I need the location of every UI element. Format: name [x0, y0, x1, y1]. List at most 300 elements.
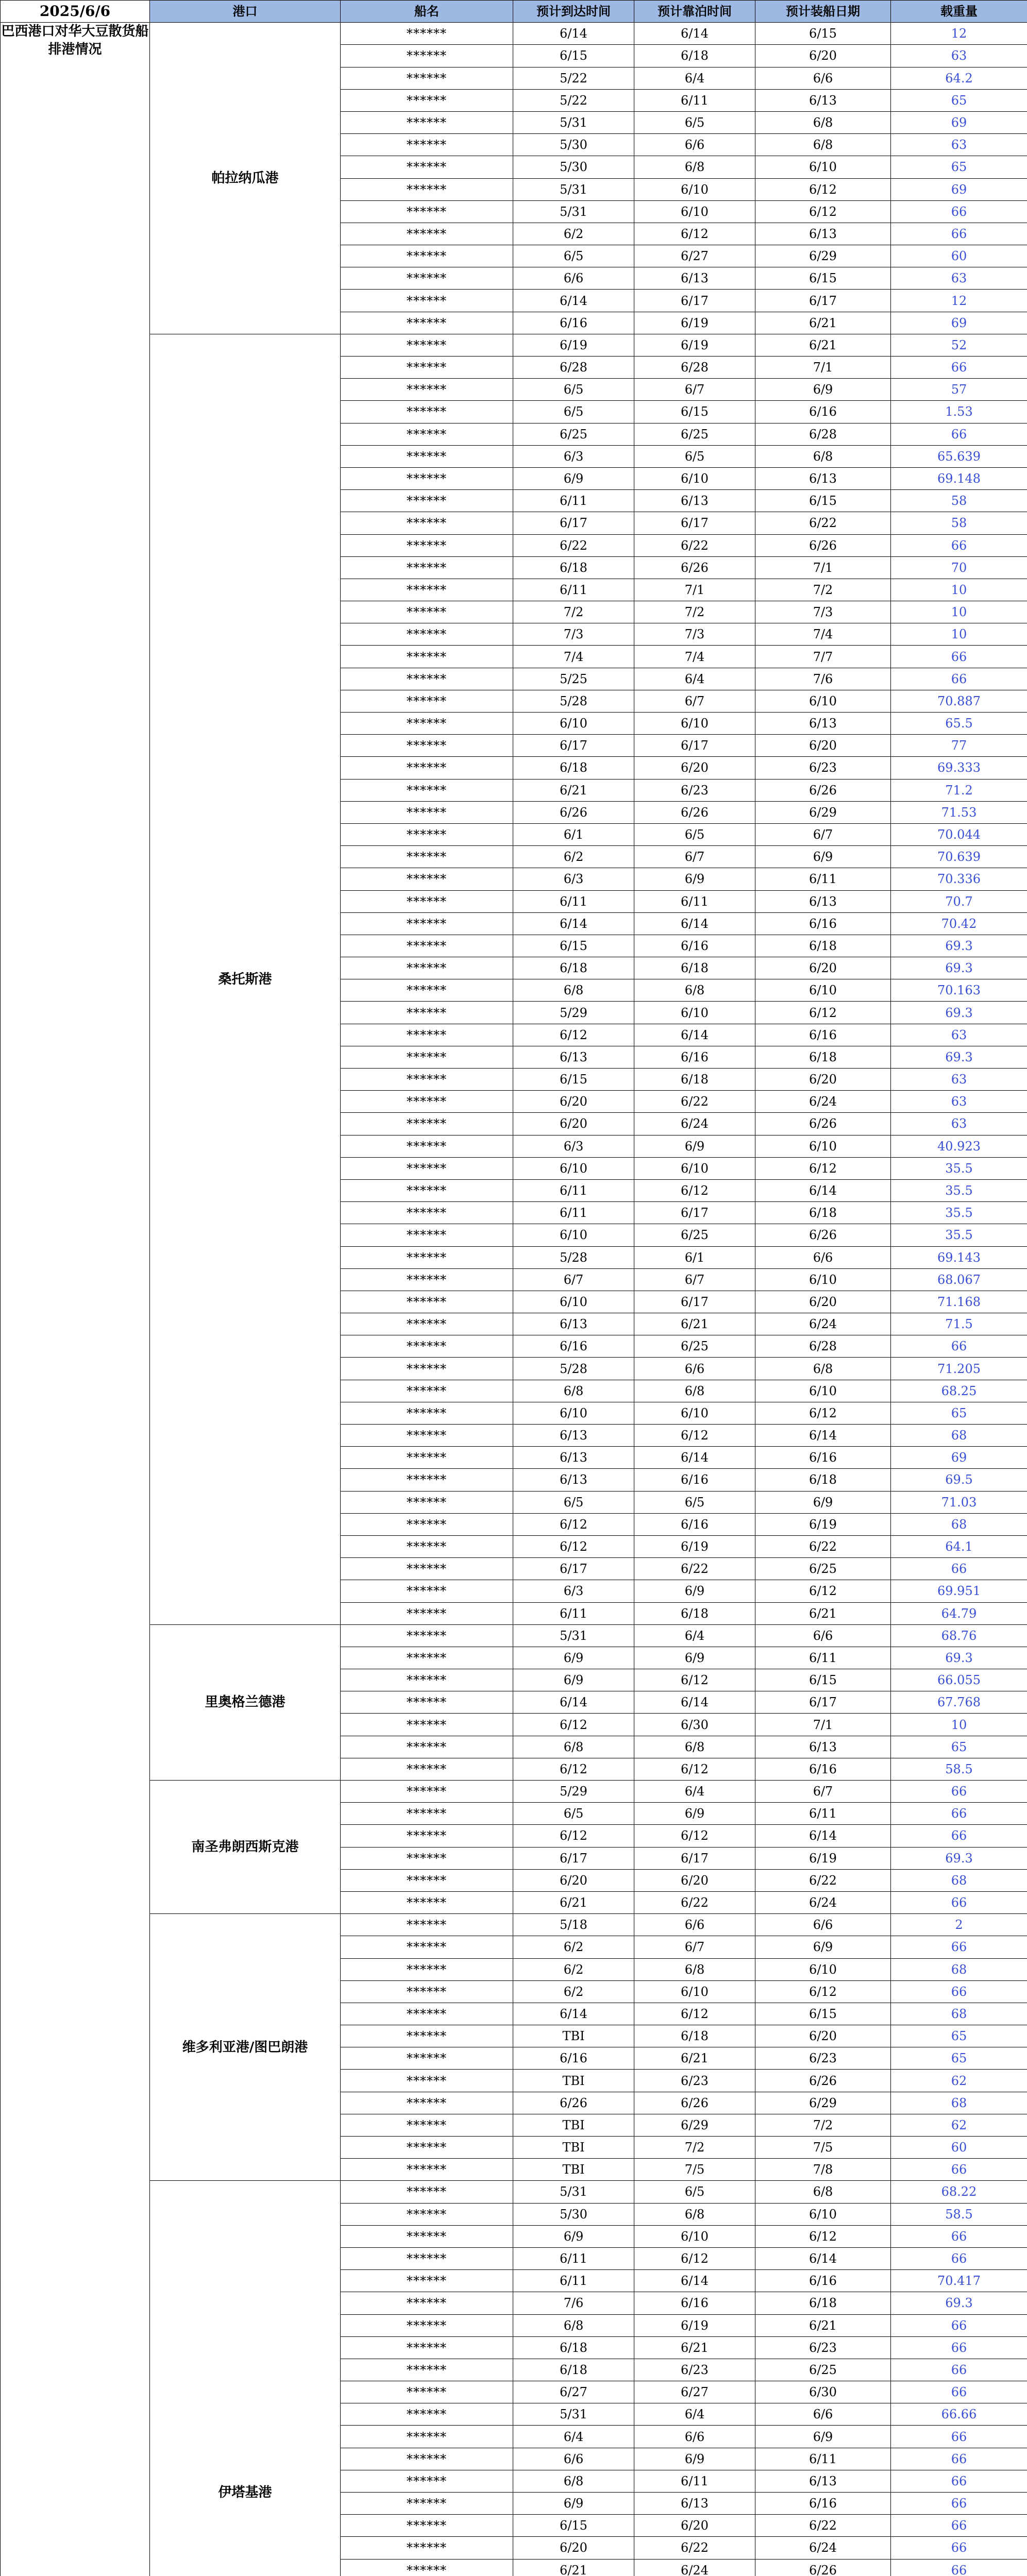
- tonnage: 66: [891, 2448, 1027, 2470]
- ship-name: ******: [341, 1091, 513, 1113]
- eta: 6/16: [513, 1335, 634, 1358]
- ship-name: ******: [341, 200, 513, 223]
- eta: 5/29: [513, 1002, 634, 1024]
- berthing-date: 6/18: [634, 45, 755, 67]
- ship-name: ******: [341, 2336, 513, 2359]
- loading-date: 6/8: [755, 2181, 891, 2203]
- loading-date: 6/10: [755, 979, 891, 1002]
- tonnage: 65: [891, 1402, 1027, 1424]
- eta: 5/28: [513, 1246, 634, 1268]
- berthing-date: 6/24: [634, 2559, 755, 2576]
- eta: 6/4: [513, 2426, 634, 2448]
- loading-date: 6/8: [755, 134, 891, 156]
- ship-name: ******: [341, 1246, 513, 1268]
- loading-date: 6/16: [755, 912, 891, 935]
- eta: 6/15: [513, 935, 634, 957]
- tonnage: 63: [891, 1024, 1027, 1046]
- loading-date: 6/28: [755, 423, 891, 445]
- header-tonnage: 载重量: [891, 1, 1027, 23]
- loading-date: 6/22: [755, 1869, 891, 1891]
- tonnage: 63: [891, 1069, 1027, 1091]
- loading-date: 6/26: [755, 2559, 891, 2576]
- ship-name: ******: [341, 779, 513, 801]
- berthing-date: 6/12: [634, 1669, 755, 1691]
- berthing-date: 6/17: [634, 512, 755, 534]
- ship-name: ******: [341, 623, 513, 646]
- loading-date: 6/16: [755, 2493, 891, 2515]
- loading-date: 7/4: [755, 623, 891, 646]
- tonnage: 58: [891, 490, 1027, 512]
- eta: 6/18: [513, 2336, 634, 2359]
- ship-name: ******: [341, 1358, 513, 1380]
- ship-name: ******: [341, 912, 513, 935]
- eta: 6/17: [513, 512, 634, 534]
- eta: 6/14: [513, 1691, 634, 1714]
- loading-date: 7/3: [755, 601, 891, 623]
- eta: 6/13: [513, 1313, 634, 1335]
- eta: 5/31: [513, 200, 634, 223]
- berthing-date: 6/13: [634, 2493, 755, 2515]
- berthing-date: 6/9: [634, 1135, 755, 1157]
- eta: 6/10: [513, 1402, 634, 1424]
- ship-name: ******: [341, 1714, 513, 1736]
- eta: 6/16: [513, 2047, 634, 2070]
- berthing-date: 6/5: [634, 2181, 755, 2203]
- berthing-date: 6/20: [634, 2515, 755, 2537]
- port-name: 维多利亚港/图巴朗港: [150, 1914, 341, 2181]
- berthing-date: 6/23: [634, 779, 755, 801]
- tonnage: 66: [891, 2336, 1027, 2359]
- eta: 6/9: [513, 467, 634, 489]
- ship-name: ******: [341, 668, 513, 690]
- loading-date: 6/10: [755, 1135, 891, 1157]
- berthing-date: 6/26: [634, 2092, 755, 2114]
- ship-name: ******: [341, 2070, 513, 2092]
- eta: 6/7: [513, 1268, 634, 1291]
- berthing-date: 6/10: [634, 713, 755, 735]
- ship-name: ******: [341, 2537, 513, 2559]
- eta: 5/31: [513, 2181, 634, 2203]
- tonnage: 63: [891, 267, 1027, 290]
- eta: 6/11: [513, 2270, 634, 2292]
- loading-date: 7/8: [755, 2159, 891, 2181]
- ship-name: ******: [341, 2137, 513, 2159]
- ship-name: ******: [341, 1069, 513, 1091]
- tonnage: 69: [891, 178, 1027, 200]
- loading-date: 6/24: [755, 1313, 891, 1335]
- tonnage: 65: [891, 2025, 1027, 2047]
- loading-date: 6/18: [755, 935, 891, 957]
- tonnage: 69: [891, 1447, 1027, 1469]
- ship-name: ******: [341, 1736, 513, 1758]
- tonnage: 64.79: [891, 1602, 1027, 1624]
- tonnage: 71.168: [891, 1291, 1027, 1313]
- tonnage: 64.1: [891, 1535, 1027, 1557]
- tonnage: 69.3: [891, 1647, 1027, 1669]
- berthing-date: 6/12: [634, 2003, 755, 2025]
- loading-date: 6/8: [755, 1358, 891, 1380]
- eta: 6/11: [513, 1202, 634, 1224]
- eta: 6/20: [513, 1091, 634, 1113]
- eta: 6/9: [513, 2493, 634, 2515]
- berthing-date: 6/4: [634, 668, 755, 690]
- ship-name: ******: [341, 156, 513, 178]
- ship-name: ******: [341, 467, 513, 489]
- tonnage: 35.5: [891, 1157, 1027, 1179]
- loading-date: 6/14: [755, 1825, 891, 1847]
- tonnage: 66: [891, 646, 1027, 668]
- ship-name: ******: [341, 45, 513, 67]
- berthing-date: 6/15: [634, 401, 755, 423]
- loading-date: 6/10: [755, 1958, 891, 1980]
- loading-date: 6/12: [755, 178, 891, 200]
- eta: 5/22: [513, 89, 634, 111]
- eta: 6/8: [513, 979, 634, 1002]
- ship-name: ******: [341, 1624, 513, 1647]
- loading-date: 6/6: [755, 1624, 891, 1647]
- berthing-date: 6/26: [634, 556, 755, 579]
- tonnage: 66.055: [891, 1669, 1027, 1691]
- ship-name: ******: [341, 1580, 513, 1602]
- ship-name: ******: [341, 2493, 513, 2515]
- loading-date: 6/8: [755, 111, 891, 133]
- loading-date: 6/16: [755, 401, 891, 423]
- loading-date: 6/15: [755, 490, 891, 512]
- berthing-date: 6/6: [634, 134, 755, 156]
- eta: 5/18: [513, 1914, 634, 1936]
- loading-date: 7/2: [755, 2114, 891, 2136]
- eta: 6/2: [513, 1958, 634, 1980]
- ship-name: ******: [341, 1224, 513, 1246]
- ship-name: ******: [341, 2470, 513, 2492]
- eta: 6/18: [513, 757, 634, 779]
- ship-name: ******: [341, 2292, 513, 2314]
- berthing-date: 6/7: [634, 1936, 755, 1958]
- ship-name: ******: [341, 1980, 513, 2003]
- loading-date: 6/18: [755, 1046, 891, 1068]
- loading-date: 7/1: [755, 357, 891, 379]
- tonnage: 70: [891, 556, 1027, 579]
- eta: TBI: [513, 2137, 634, 2159]
- ship-name: ******: [341, 312, 513, 334]
- ship-name: ******: [341, 1402, 513, 1424]
- berthing-date: 6/5: [634, 445, 755, 467]
- ship-name: ******: [341, 1313, 513, 1335]
- berthing-date: 6/21: [634, 1313, 755, 1335]
- eta: 6/6: [513, 2448, 634, 2470]
- eta: 6/12: [513, 1513, 634, 1535]
- eta: 5/28: [513, 1358, 634, 1380]
- ship-name: ******: [341, 2448, 513, 2470]
- eta: 6/1: [513, 823, 634, 845]
- loading-date: 6/16: [755, 2270, 891, 2292]
- eta: 6/18: [513, 2359, 634, 2381]
- ship-name: ******: [341, 1691, 513, 1714]
- loading-date: 6/21: [755, 2314, 891, 2336]
- eta: 6/10: [513, 1224, 634, 1246]
- ship-name: ******: [341, 1157, 513, 1179]
- ship-name: ******: [341, 89, 513, 111]
- loading-date: 6/28: [755, 1335, 891, 1358]
- loading-date: 6/6: [755, 1246, 891, 1268]
- berthing-date: 6/25: [634, 1224, 755, 1246]
- table-row: [1, 334, 1027, 356]
- berthing-date: 6/22: [634, 1558, 755, 1580]
- tonnage: 65: [891, 89, 1027, 111]
- eta: 6/18: [513, 556, 634, 579]
- ship-name: ******: [341, 245, 513, 267]
- ship-name: ******: [341, 1869, 513, 1891]
- berthing-date: 6/8: [634, 1736, 755, 1758]
- eta: 6/20: [513, 1869, 634, 1891]
- ship-name: ******: [341, 690, 513, 712]
- loading-date: 6/23: [755, 2336, 891, 2359]
- tonnage: 66: [891, 2493, 1027, 2515]
- tonnage: 65: [891, 156, 1027, 178]
- loading-date: 6/20: [755, 45, 891, 67]
- berthing-date: 6/24: [634, 1113, 755, 1135]
- tonnage: 2: [891, 1914, 1027, 1936]
- loading-date: 6/15: [755, 2003, 891, 2025]
- ship-name: ******: [341, 1847, 513, 1869]
- berthing-date: 6/13: [634, 490, 755, 512]
- ship-name: ******: [341, 757, 513, 779]
- tonnage: 64.2: [891, 67, 1027, 89]
- ship-name: ******: [341, 556, 513, 579]
- berthing-date: 6/4: [634, 2403, 755, 2426]
- berthing-date: 7/2: [634, 601, 755, 623]
- tonnage: 68: [891, 1425, 1027, 1447]
- berthing-date: 6/14: [634, 912, 755, 935]
- berthing-date: 6/19: [634, 312, 755, 334]
- eta: 6/8: [513, 1380, 634, 1402]
- eta: 6/2: [513, 846, 634, 868]
- eta: 6/12: [513, 1714, 634, 1736]
- tonnage: 69.143: [891, 1246, 1027, 1268]
- berthing-date: 6/11: [634, 890, 755, 912]
- tonnage: 66: [891, 668, 1027, 690]
- loading-date: 6/26: [755, 2070, 891, 2092]
- berthing-date: 6/19: [634, 2314, 755, 2336]
- tonnage: 63: [891, 1091, 1027, 1113]
- loading-date: 6/29: [755, 801, 891, 823]
- loading-date: 6/12: [755, 1580, 891, 1602]
- port-name: 南圣弗朗西斯克港: [150, 1781, 341, 1914]
- loading-date: 7/2: [755, 579, 891, 601]
- report-title: 巴西港口对华大豆散货船排港情况: [1, 23, 150, 2576]
- eta: 5/25: [513, 668, 634, 690]
- berthing-date: 6/19: [634, 1535, 755, 1557]
- tonnage: 68: [891, 2003, 1027, 2025]
- loading-date: 6/25: [755, 2359, 891, 2381]
- loading-date: 6/13: [755, 890, 891, 912]
- tonnage: 65.5: [891, 713, 1027, 735]
- tonnage: 66: [891, 2359, 1027, 2381]
- eta: 6/15: [513, 45, 634, 67]
- ship-name: ******: [341, 1602, 513, 1624]
- ship-name: ******: [341, 23, 513, 45]
- ship-name: ******: [341, 601, 513, 623]
- eta: 6/9: [513, 1647, 634, 1669]
- loading-date: 6/26: [755, 1224, 891, 1246]
- loading-date: 6/20: [755, 1291, 891, 1313]
- ship-name: ******: [341, 935, 513, 957]
- tonnage: 66: [891, 2225, 1027, 2247]
- berthing-date: 6/23: [634, 2359, 755, 2381]
- eta: 6/19: [513, 334, 634, 356]
- tonnage: 70.417: [891, 2270, 1027, 2292]
- tonnage: 66: [891, 1335, 1027, 1358]
- eta: 6/18: [513, 957, 634, 979]
- berthing-date: 6/8: [634, 2203, 755, 2225]
- eta: 6/26: [513, 2092, 634, 2114]
- berthing-date: 6/8: [634, 979, 755, 1002]
- berthing-date: 6/16: [634, 935, 755, 957]
- eta: 6/11: [513, 2247, 634, 2269]
- ship-name: ******: [341, 1447, 513, 1469]
- tonnage: 69.3: [891, 935, 1027, 957]
- berthing-date: 6/23: [634, 2070, 755, 2092]
- berthing-date: 6/16: [634, 1513, 755, 1535]
- tonnage: 67.768: [891, 1691, 1027, 1714]
- eta: 6/3: [513, 868, 634, 890]
- berthing-date: 6/6: [634, 2426, 755, 2448]
- loading-date: 6/21: [755, 1602, 891, 1624]
- berthing-date: 6/14: [634, 1024, 755, 1046]
- tonnage: 68.22: [891, 2181, 1027, 2203]
- loading-date: 6/9: [755, 1491, 891, 1513]
- loading-date: 6/6: [755, 67, 891, 89]
- berthing-date: 6/5: [634, 111, 755, 133]
- ship-name: ******: [341, 2092, 513, 2114]
- berthing-date: 6/12: [634, 2247, 755, 2269]
- eta: 6/2: [513, 1936, 634, 1958]
- ship-name: ******: [341, 979, 513, 1002]
- loading-date: 6/18: [755, 1469, 891, 1491]
- ship-name: ******: [341, 846, 513, 868]
- ship-name: ******: [341, 334, 513, 356]
- berthing-date: 6/9: [634, 1803, 755, 1825]
- eta: 6/12: [513, 1535, 634, 1557]
- eta: 6/20: [513, 2537, 634, 2559]
- eta: TBI: [513, 2114, 634, 2136]
- loading-date: 6/6: [755, 2403, 891, 2426]
- ship-name: ******: [341, 1958, 513, 1980]
- tonnage: 66: [891, 200, 1027, 223]
- loading-date: 6/11: [755, 868, 891, 890]
- berthing-date: 7/1: [634, 579, 755, 601]
- berthing-date: 6/17: [634, 1202, 755, 1224]
- eta: 6/8: [513, 2314, 634, 2336]
- ship-name: ******: [341, 178, 513, 200]
- loading-date: 6/8: [755, 445, 891, 467]
- loading-date: 6/19: [755, 1847, 891, 1869]
- tonnage: 71.53: [891, 801, 1027, 823]
- loading-date: 6/20: [755, 2025, 891, 2047]
- berthing-date: 6/9: [634, 868, 755, 890]
- tonnage: 68.76: [891, 1624, 1027, 1647]
- berthing-date: 6/9: [634, 2448, 755, 2470]
- eta: 6/26: [513, 801, 634, 823]
- loading-date: 6/24: [755, 1091, 891, 1113]
- ship-name: ******: [341, 1002, 513, 1024]
- loading-date: 6/17: [755, 1691, 891, 1714]
- berthing-date: 6/18: [634, 957, 755, 979]
- tonnage: 10: [891, 1714, 1027, 1736]
- tonnage: 69.3: [891, 957, 1027, 979]
- berthing-date: 7/5: [634, 2159, 755, 2181]
- berthing-date: 6/14: [634, 23, 755, 45]
- berthing-date: 6/25: [634, 423, 755, 445]
- ship-name: ******: [341, 379, 513, 401]
- loading-date: 6/15: [755, 1669, 891, 1691]
- eta: 6/5: [513, 245, 634, 267]
- loading-date: 6/13: [755, 223, 891, 245]
- loading-date: 6/24: [755, 1891, 891, 1913]
- ship-name: ******: [341, 646, 513, 668]
- loading-date: 6/26: [755, 1113, 891, 1135]
- eta: 6/2: [513, 1980, 634, 2003]
- berthing-date: 6/13: [634, 267, 755, 290]
- loading-date: 6/13: [755, 467, 891, 489]
- tonnage: 66: [891, 2381, 1027, 2403]
- ship-name: ******: [341, 2381, 513, 2403]
- ship-name: ******: [341, 868, 513, 890]
- loading-date: 6/16: [755, 1758, 891, 1780]
- table-row: [1, 1914, 1027, 1936]
- berthing-date: 6/1: [634, 1246, 755, 1268]
- berthing-date: 6/16: [634, 2292, 755, 2314]
- berthing-date: 6/4: [634, 67, 755, 89]
- tonnage: 12: [891, 290, 1027, 312]
- loading-date: 6/12: [755, 200, 891, 223]
- table-row: [1, 1781, 1027, 1803]
- berthing-date: 6/8: [634, 1380, 755, 1402]
- ship-name: ******: [341, 134, 513, 156]
- eta: 7/4: [513, 646, 634, 668]
- ship-name: ******: [341, 2114, 513, 2136]
- tonnage: 70.887: [891, 690, 1027, 712]
- eta: 6/6: [513, 267, 634, 290]
- berthing-date: 6/27: [634, 2381, 755, 2403]
- berthing-date: 6/8: [634, 156, 755, 178]
- berthing-date: 6/12: [634, 1425, 755, 1447]
- eta: 6/20: [513, 1113, 634, 1135]
- eta: 6/17: [513, 1558, 634, 1580]
- ship-name: ******: [341, 1268, 513, 1291]
- loading-date: 6/10: [755, 1380, 891, 1402]
- berthing-date: 6/18: [634, 1602, 755, 1624]
- loading-date: 6/15: [755, 23, 891, 45]
- eta: TBI: [513, 2070, 634, 2092]
- loading-date: 6/7: [755, 1781, 891, 1803]
- tonnage: 69: [891, 111, 1027, 133]
- tonnage: 58: [891, 512, 1027, 534]
- ship-name: ******: [341, 890, 513, 912]
- loading-date: 7/6: [755, 668, 891, 690]
- ship-name: ******: [341, 2159, 513, 2181]
- tonnage: 66: [891, 1781, 1027, 1803]
- eta: 6/13: [513, 1469, 634, 1491]
- loading-date: 6/20: [755, 1069, 891, 1091]
- eta: 5/31: [513, 1624, 634, 1647]
- eta: 6/2: [513, 223, 634, 245]
- tonnage: 66: [891, 2159, 1027, 2181]
- eta: 6/8: [513, 1736, 634, 1758]
- loading-date: 6/11: [755, 2448, 891, 2470]
- ship-name: ******: [341, 290, 513, 312]
- loading-date: 6/15: [755, 267, 891, 290]
